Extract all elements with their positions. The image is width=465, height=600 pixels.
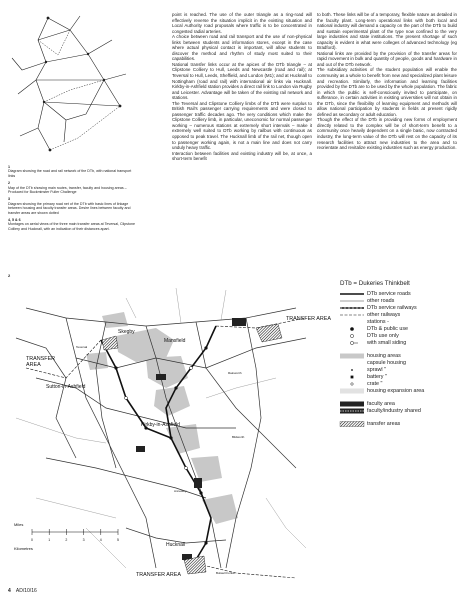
legend-item <box>340 381 462 388</box>
legend-label: other roads <box>367 297 395 304</box>
legend-item <box>340 388 462 395</box>
map-figure-number: 2 <box>8 273 11 278</box>
caption-fig3: Diagram showing the primary road net of the DTb with basic lines of linkage between housing and faculty transfer areas. Desire lines between faculty and transfer areas are shown dotted <box>8 201 131 215</box>
legend-label: faculty area <box>367 400 395 407</box>
body-column-2 <box>317 12 457 151</box>
label-rainworth: Rainworth <box>228 371 242 375</box>
scale-miles-label: Miles <box>14 522 24 527</box>
label-mansfield: Mansfield <box>164 338 186 344</box>
scale-tick-label: 0 <box>31 538 33 542</box>
scale-tick-label: 4 <box>99 538 102 542</box>
legend-label: with small siding <box>367 339 407 346</box>
legend-item <box>340 353 462 360</box>
map-legend <box>340 281 462 428</box>
legend-item <box>340 312 462 319</box>
road-symbol <box>340 298 364 304</box>
crate-symbol <box>340 381 364 387</box>
label-blidworth: Blidworth <box>232 435 245 439</box>
legend-label: transfer areas <box>367 420 401 427</box>
paragraph: The subsidiary activities of the student population will enable the community as a whole to benefit from new and specialized plant leisure and recreation. Similarly, the information and learning facilities provided by the DTb are to be used by the whole population. The fabric in which the public is self-consciously invited to participate, on sufferance, in certain activities in existing universities will not obtain in the DTb, since the flexibility of learning equipment and methods will allow national participation by students in fields at present rigidly defined as secondary or adult education. <box>317 67 457 117</box>
legend-label: housing areas <box>367 352 401 359</box>
paragraph: The Teversal and Clipstone Colliery limbs of the DTb were surplus to British Rail’s passenger carrying requirements and were closed to passenger traffic decades ago. The very conditions which make the Clipstone Colliery limb, in particular, uneconomic for normal passenger working – numerous stations at extremely short intervals – make it extremely well suited to DTb working by railbus with continuous as opposed to peak travel. The Hucknall limb of the rail net, though open to passenger working again, is not a main line and does not carry unduly heavy traffic. <box>172 100 312 151</box>
paragraph: National links are provided by the provision of the transfer areas for rapid movement in bulk and quantity of people, goods and hardware in and out of the DTb network. <box>317 50 457 67</box>
caption-fig456: Montages on aerial views of the three main transfer areas at Teversal, Clipstone Colliery and Hucknall, with an indication of their distances apart. <box>8 222 135 231</box>
legend-item <box>340 401 462 408</box>
legend-label: DTb service roads <box>367 290 411 297</box>
page-reference: AD/10/16 <box>15 588 37 594</box>
paragraph: A choice between road and rail transport and the use of non-physical links between students and information stores, except in the case where actual physical contact is important, will allow students to discover the method and rhythm of study most suited to their capabilities. <box>172 34 312 62</box>
page-number: 4 <box>8 588 11 594</box>
caption-fig1: Diagram showing the road and rail network of the DTb, with national transport links <box>8 169 132 178</box>
caption-number: 4, 5 & 6 <box>8 218 21 223</box>
legend-label: DTb & public use <box>367 325 409 332</box>
legend-item <box>340 374 462 381</box>
caption-number: 1 <box>8 165 10 169</box>
legend-label: faculty/industry shared <box>367 407 421 414</box>
dtb-railway-symbol <box>340 305 364 311</box>
legend-item <box>340 291 462 298</box>
legend-item <box>340 319 462 326</box>
legend-item <box>340 340 462 347</box>
scale-tick-label: 2 <box>65 538 68 542</box>
paragraph: Though the effect of the DTb in providing new forms of employment directly related to the complex will be of short-term benefit to a community once heavily dependent on a single basic, now contracted industry, the long-term value of the DTb will rest on the capacity of its research facilities to attract new industries to the area and to reorientate and revitalize existing industries such as energy production. <box>317 117 457 151</box>
figure-captions <box>8 162 136 232</box>
housing-expansion-symbol <box>340 388 364 394</box>
legend-label: other railways <box>367 311 401 318</box>
legend-label: capsule housing <box>367 359 406 366</box>
paragraph: Interaction between facilities and existing industry will be, at once, a short-term benefit <box>172 150 312 162</box>
label-sutton: Sutton-in-Ashfield <box>46 384 86 390</box>
housing-area-symbol <box>340 353 364 359</box>
label-kirkby: Kirkby-in-Ashfield <box>141 422 180 428</box>
railway-symbol <box>340 312 364 318</box>
label-bulwell: Bulwell Forest <box>216 571 235 575</box>
station-public-symbol <box>340 326 364 332</box>
battery-symbol <box>340 374 364 380</box>
caption-fig2: Map of the DTb showing main routes, transfer, faculty and housing areas – Produced for Buckminster Fuller Challenge <box>8 185 127 195</box>
scale-tick-label: 1 <box>48 538 51 542</box>
scale-tick-label: 5 <box>117 538 119 542</box>
scale-tick-label: 3 <box>82 538 85 542</box>
faculty-industry-symbol <box>340 408 364 414</box>
dtb-road-symbol <box>340 291 364 297</box>
paragraph: to both. These links will be of a temporary, flexible nature as detailed in the faculty plant. Long-term operational links with both local and national industry will demand a capacity on the part of the DTb to build and sustain experimental plant of the type now confined to the very large industries and state institutions. The present shortage of such capacity is evident in what were colleges of advanced technology (eg Bradford). <box>317 12 457 51</box>
paragraph: National transfer links occur at the apices of the DTb triangle – at Clipstone Colliery to Hull, Leeds and Newcastle (road and rail); at Teversal to Hull, Leeds, Sheffield, and London (M1); and at Hucknall to Nottingham (road and rail) with international air links via Hucknall. Kirkby-in-Ashfield station provides a direct rail link to London via Rugby and Leicester. Advantage will be taken of the existing rail network and stations. <box>172 61 312 101</box>
legend-item <box>340 326 462 333</box>
station-siding-symbol <box>340 340 364 346</box>
caption-number: 2 <box>8 181 10 186</box>
legend-item <box>340 360 462 367</box>
caption-number: 3 <box>8 197 10 202</box>
legend-item <box>340 367 462 374</box>
legend-title: DTb = Dukeries Thinkbelt <box>340 280 410 287</box>
label-transfer-area-left: TRANSFER AREA <box>26 356 56 368</box>
body-column-1 <box>172 12 312 162</box>
page-footer <box>8 588 37 594</box>
legend-label: stations - <box>367 318 389 325</box>
legend-item <box>340 333 462 340</box>
label-skegby: Skegby <box>118 329 135 335</box>
label-teversal: Teversal <box>76 345 88 349</box>
legend-item <box>340 408 462 415</box>
legend-label: DTb service railways <box>367 304 417 311</box>
legend-item <box>340 421 462 428</box>
legend-label: housing expansion area <box>367 387 425 394</box>
legend-item <box>340 305 462 312</box>
label-transfer-area-top: TRANSFER AREA <box>286 316 331 322</box>
sprawl-symbol <box>340 367 364 373</box>
network-diagram <box>8 10 130 160</box>
legend-label: DTb use only <box>367 332 399 339</box>
label-hucknall: Hucknall <box>166 542 186 548</box>
label-annesley: Annesley <box>174 489 187 493</box>
scale-km-label: Kilometres <box>14 546 33 551</box>
station-dtb-symbol <box>340 333 364 339</box>
scale-bar <box>14 522 119 551</box>
faculty-area-symbol <box>340 401 364 407</box>
paragraph: point is reached. The use of the outer triangle as a ring-road will effectively reverse the situation implicit in the existing situation and Local Authority road proposals where traffic is to be concentrated in congested radial arteries. <box>172 12 312 34</box>
label-transfer-area-bottom: TRANSFER AREA <box>136 572 181 578</box>
legend-item <box>340 298 462 305</box>
legend-label: sprawl " <box>367 366 386 373</box>
legend-label: crate " <box>367 380 383 387</box>
legend-label: battery " <box>367 373 387 380</box>
transfer-area-symbol <box>340 421 364 427</box>
dtb-map <box>6 278 331 583</box>
